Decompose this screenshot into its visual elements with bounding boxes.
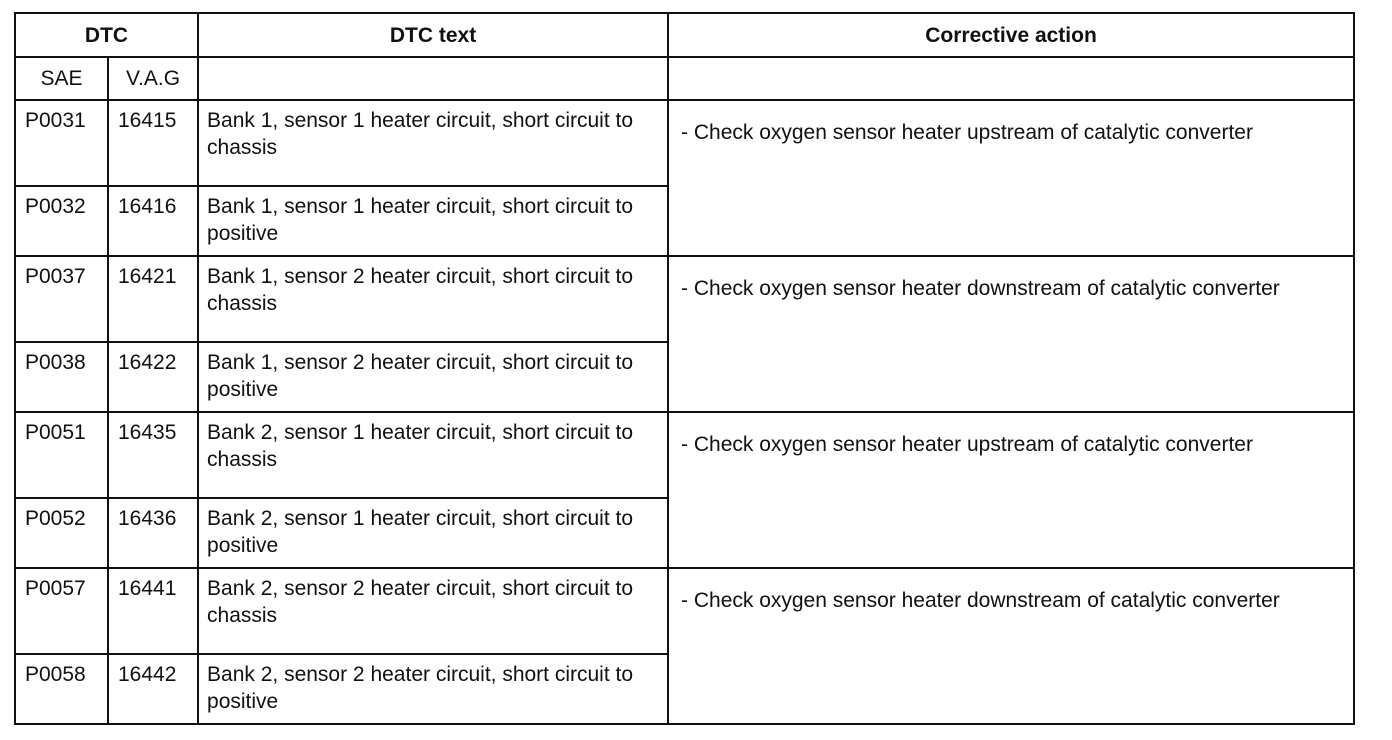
table-row <box>15 568 1354 654</box>
vag-code: 16416 <box>108 186 198 256</box>
sae-code: P0058 <box>15 654 108 724</box>
header-corrective-action: Corrective action <box>668 13 1354 57</box>
corrective-action: - Check oxygen sensor heater downstream of catalytic converter <box>668 568 1354 724</box>
header-dtc: DTC <box>15 13 198 57</box>
table-row <box>15 412 1354 498</box>
dtc-text: Bank 2, sensor 2 heater circuit, short circuit to chassis <box>198 568 668 654</box>
dtc-table <box>14 12 1355 725</box>
header-dtc-text: DTC text <box>198 13 668 57</box>
dtc-text: Bank 1, sensor 2 heater circuit, short circuit to positive <box>198 342 668 412</box>
subheader-empty-cell <box>198 57 668 100</box>
header-sae: SAE <box>15 57 108 100</box>
subheader-empty-cell <box>668 57 1354 100</box>
sae-code: P0051 <box>15 412 108 498</box>
sae-code: P0031 <box>15 100 108 186</box>
dtc-text: Bank 1, sensor 1 heater circuit, short circuit to positive <box>198 186 668 256</box>
sae-code: P0032 <box>15 186 108 256</box>
vag-code: 16442 <box>108 654 198 724</box>
vag-code: 16421 <box>108 256 198 342</box>
vag-code: 16435 <box>108 412 198 498</box>
sae-code: P0057 <box>15 568 108 654</box>
sae-code: P0037 <box>15 256 108 342</box>
dtc-text: Bank 2, sensor 1 heater circuit, short circuit to positive <box>198 498 668 568</box>
header-row <box>15 13 1354 57</box>
subheader-row <box>15 57 1354 100</box>
dtc-text: Bank 2, sensor 1 heater circuit, short circuit to chassis <box>198 412 668 498</box>
vag-code: 16436 <box>108 498 198 568</box>
header-vag: V.A.G <box>108 57 198 100</box>
corrective-action: - Check oxygen sensor heater downstream of catalytic converter <box>668 256 1354 412</box>
corrective-action: - Check oxygen sensor heater upstream of catalytic converter <box>668 412 1354 568</box>
table-row <box>15 256 1354 342</box>
dtc-text: Bank 2, sensor 2 heater circuit, short circuit to positive <box>198 654 668 724</box>
dtc-text: Bank 1, sensor 1 heater circuit, short circuit to chassis <box>198 100 668 186</box>
dtc-text: Bank 1, sensor 2 heater circuit, short circuit to chassis <box>198 256 668 342</box>
corrective-action: - Check oxygen sensor heater upstream of catalytic converter <box>668 100 1354 256</box>
vag-code: 16422 <box>108 342 198 412</box>
sae-code: P0038 <box>15 342 108 412</box>
vag-code: 16441 <box>108 568 198 654</box>
vag-code: 16415 <box>108 100 198 186</box>
sae-code: P0052 <box>15 498 108 568</box>
table-row <box>15 100 1354 186</box>
